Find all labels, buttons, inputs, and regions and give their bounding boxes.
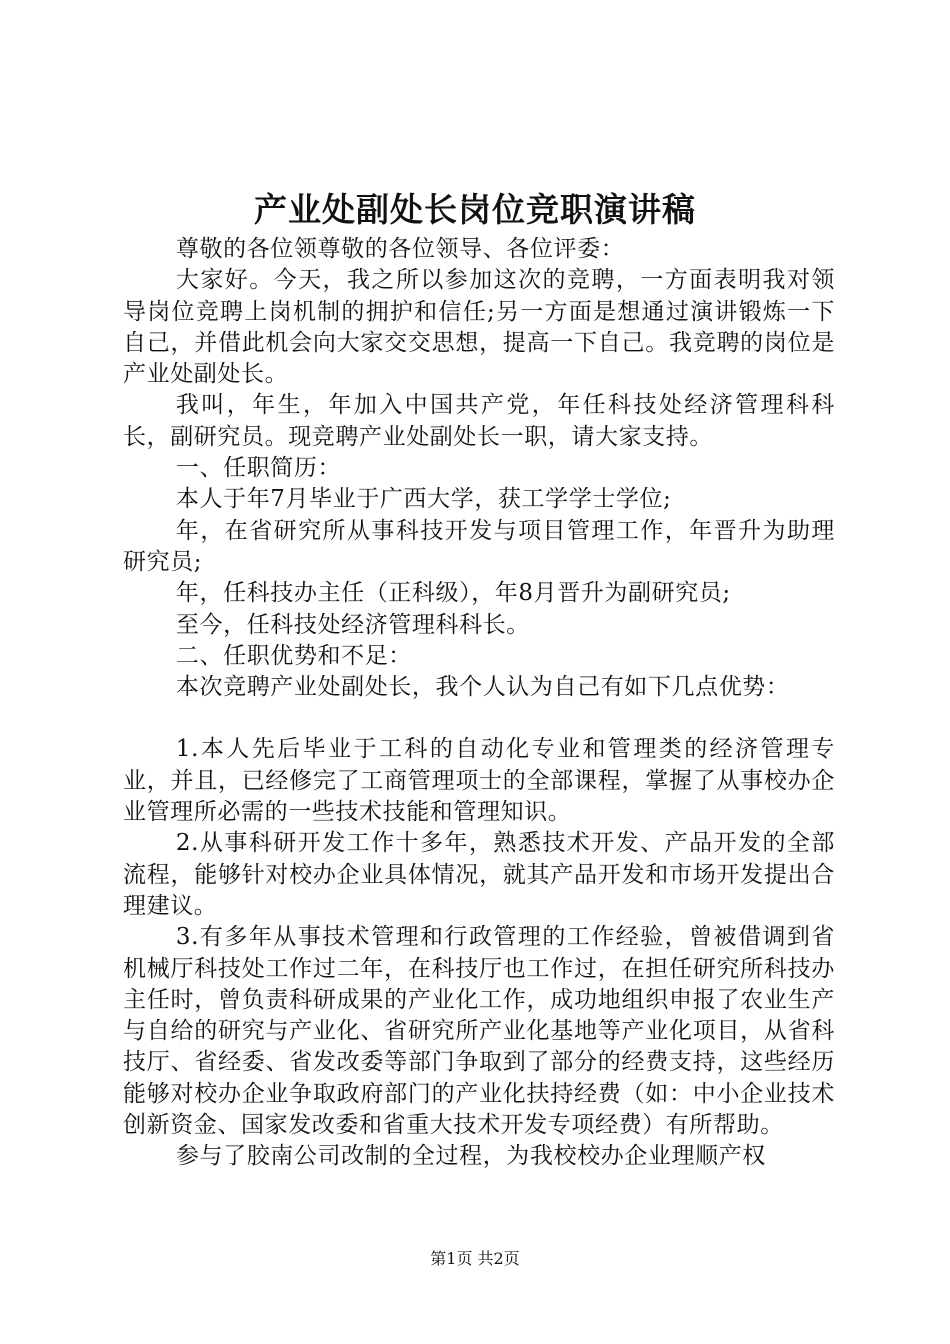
page-footer: 第1页 共2页 [430, 1249, 520, 1268]
section-heading-advantages: 二、任职优势和不足： [175, 642, 412, 669]
section-heading-resume: 一、任职简历： [175, 455, 342, 482]
paragraph-advantage-item: 2.从事科研开发工作十多年，熟悉技术开发、产品开发的全部流程，能够针对校办企业具体情况，就其产品开发和市场开发提出合理建议。 [123, 830, 835, 919]
paragraph-resume-item: 至今，任科技处经济管理科科长。 [175, 611, 530, 638]
paragraph-greeting: 大家好。今天，我之所以参加这次的竞聘，一方面表明我对领导岗位竞聘上岗机制的拥护和信任;另一方面是想通过演讲锻炼一下自己，并借此机会向大家交交思想，提高一下自己。我竞聘的岗位是产业处副处长。 [123, 267, 835, 388]
paragraph-resume-item: 本人于年7月毕业于广西大学，获工学学士学位; [175, 486, 672, 513]
document-body [123, 234, 835, 1173]
blank-line [123, 703, 835, 734]
paragraph-introduction: 我叫，年生，年加入中国共产党，年任科技处经济管理科科长，副研究员。现竞聘产业处副处长一职，请大家支持。 [123, 392, 835, 450]
paragraph-continuation: 参与了胶南公司改制的全过程，为我校校办企业理顺产权 [175, 1143, 766, 1170]
paragraph-salutation: 尊敬的各位领尊敬的各位领导、各位评委： [175, 236, 625, 262]
paragraph-resume-item: 年，任科技办主任（正科级），年8月晋升为副研究员; [175, 580, 731, 607]
paragraph-advantage-item: 3.有多年从事技术管理和行政管理的工作经验，曾被借调到省机械厅科技处工作过二年，在科技厅也工作过，在担任研究所科技办主任时，曾负责科研成果的产业化工作，成功地组织申报了农业生产与自给的研究与产业化、省研究所产业化基地等产业化项目，从省科技厅、省经委、省发改委等部门争取到了部分的经费支持，这些经历能够对校办企业争取政府部门的产业化扶持经费（如：中小企业技术创新资金、国家发改委和省重大技术开发专项经费）有所帮助。 [123, 924, 835, 1139]
paragraph-advantage-item: 1.本人先后毕业于工科的自动化专业和管理类的经济管理专业，并且，已经修完了工商管理项士的全部课程，掌握了从事校办企业管理所必需的一些技术技能和管理知识。 [123, 736, 835, 826]
document-title: 产业处副处长岗位竞职演讲稿 [254, 190, 696, 229]
paragraph-advantages-intro: 本次竞聘产业处副处长，我个人认为自己有如下几点优势： [175, 674, 790, 701]
paragraph-resume-item: 年，在省研究所从事科技开发与项目管理工作，年晋升为助理研究员; [123, 517, 835, 575]
